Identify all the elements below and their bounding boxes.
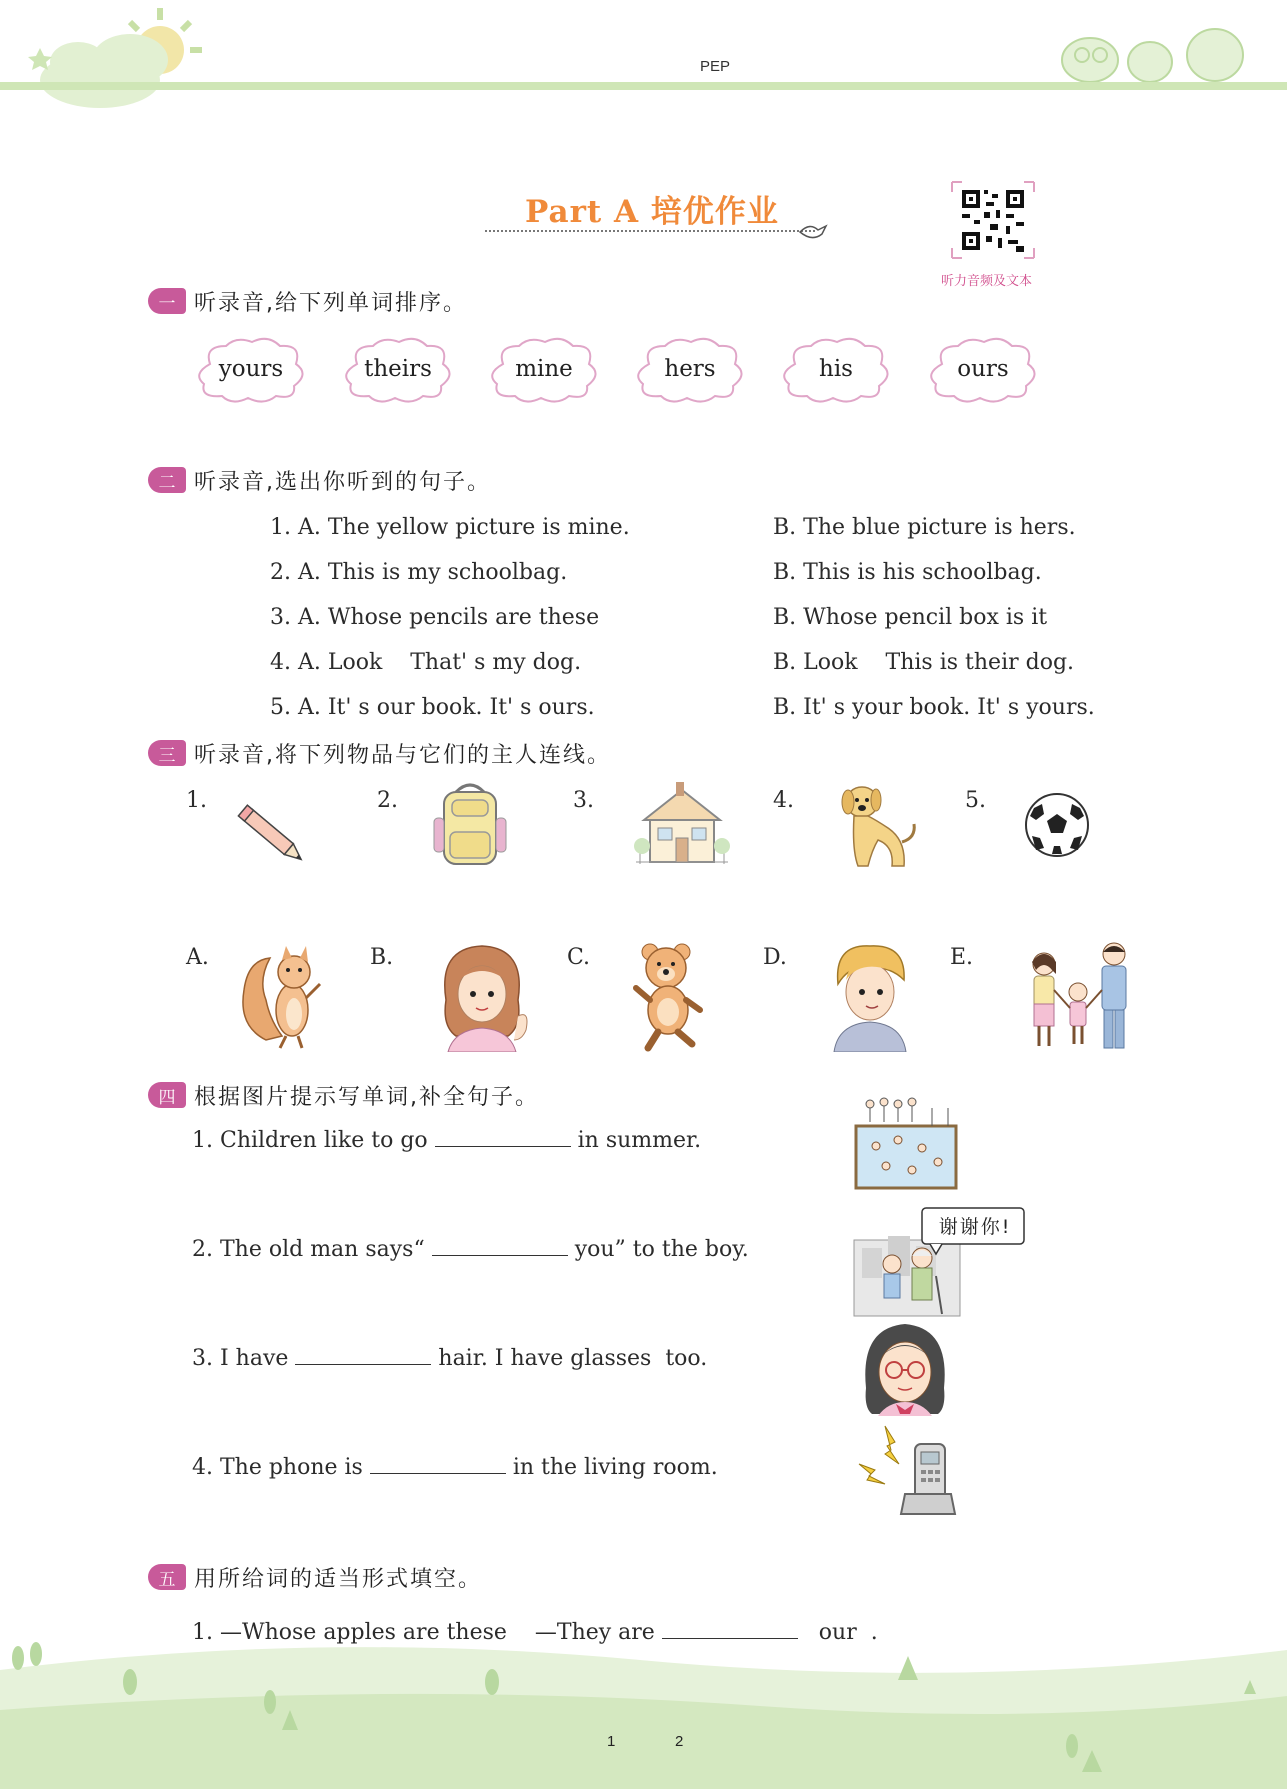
header-rule: [0, 82, 1287, 90]
word-label: his: [819, 356, 853, 382]
section3-instruction: 听录音,将下列物品与它们的主人连线。: [194, 742, 611, 768]
fill-sentence: [192, 1455, 718, 1480]
section2-instruction: 听录音,选出你听到的句子。: [194, 469, 491, 495]
bear-icon[interactable]: [630, 940, 710, 1055]
item-number: 2.: [377, 788, 398, 813]
qr-caption: 听力音频及文本: [941, 274, 1033, 289]
qr-code-icon[interactable]: [950, 180, 1036, 260]
section5-instruction: 用所给词的适当形式填空。: [194, 1566, 483, 1592]
word-label: mine: [515, 356, 573, 382]
item-number: 5.: [965, 788, 986, 813]
sentence-end: in the living room.: [505, 1455, 718, 1480]
sentence-start: 3. I have: [192, 1346, 296, 1371]
section4-heading: [148, 1080, 539, 1110]
section5-badge: 五: [148, 1564, 186, 1590]
word-label: yours: [218, 356, 284, 382]
page-title: Part A 培优作业: [525, 194, 779, 230]
owner-letter: D.: [763, 945, 787, 970]
section4-badge: 四: [148, 1082, 186, 1108]
cloud-icon: [40, 34, 168, 108]
boy-icon[interactable]: [830, 940, 910, 1052]
answer-blank[interactable]: [370, 1455, 506, 1474]
option-b[interactable]: B. The blue picture is hers.: [773, 515, 1076, 540]
schoolbag-icon[interactable]: [430, 778, 510, 873]
word-cloud: [629, 334, 751, 404]
header-label: PEP: [700, 58, 731, 75]
section1-instruction: 听录音,给下列单词排序。: [194, 290, 467, 316]
page-number-left: 1: [607, 1733, 616, 1750]
house-icon[interactable]: [632, 780, 732, 870]
sentence-start: 4. The phone is: [192, 1455, 370, 1480]
sentence-start: 1. Children like to go: [192, 1128, 435, 1153]
speech-bubble-text: 谢谢你!: [938, 1215, 1012, 1238]
answer-blank[interactable]: [295, 1346, 431, 1365]
item-number: 1.: [186, 788, 207, 813]
section1-badge: 一: [148, 288, 186, 314]
dog-icon[interactable]: [832, 780, 922, 875]
girl-with-glasses-icon: [858, 1318, 952, 1416]
ringing-phone-icon: [855, 1424, 961, 1520]
section5-heading: [148, 1562, 482, 1592]
owner-letter: E.: [950, 945, 974, 970]
option-b[interactable]: B. Look This is their dog.: [773, 650, 1075, 675]
title-underline: [485, 230, 815, 232]
family-icon[interactable]: [1022, 940, 1137, 1052]
header-decoration: [0, 0, 1287, 120]
sentence-start: 1. —Whose apples are these —They are: [192, 1620, 662, 1645]
section2-heading: [148, 465, 491, 495]
answer-blank[interactable]: [435, 1128, 571, 1147]
item-number: 3.: [573, 788, 594, 813]
option-b[interactable]: B. Whose pencil box is it: [773, 605, 1048, 630]
girl-icon[interactable]: [434, 940, 530, 1052]
animal-heads-icon: [1062, 29, 1243, 82]
section4-instruction: 根据图片提示写单词,补全句子。: [194, 1084, 539, 1110]
pencil-icon[interactable]: [232, 798, 312, 873]
option-b[interactable]: B. It' s your book. It' s yours.: [773, 695, 1095, 720]
option-a[interactable]: 5. A. It' s our book. It' s ours.: [270, 695, 595, 720]
fill-sentence: [192, 1237, 749, 1262]
football-icon[interactable]: [1022, 790, 1092, 860]
section1-heading: [148, 286, 467, 316]
bird-icon: [798, 220, 828, 242]
page-number-right: 2: [675, 1733, 684, 1750]
sentence-end: you” to the boy.: [567, 1237, 749, 1262]
option-a[interactable]: 3. A. Whose pencils are these: [270, 605, 600, 630]
owner-letter: C.: [567, 945, 591, 970]
word-cloud: [483, 334, 605, 404]
word-label: ours: [957, 356, 1009, 382]
footer-landscape: [0, 1610, 1287, 1789]
answer-blank[interactable]: [432, 1237, 568, 1256]
sentence-end: hair. I have glasses too.: [431, 1346, 708, 1371]
option-a[interactable]: 1. A. The yellow picture is mine.: [270, 515, 630, 540]
option-a[interactable]: 2. A. This is my schoolbag.: [270, 560, 568, 585]
squirrel-icon[interactable]: [236, 940, 326, 1052]
word-cloud: [922, 334, 1044, 404]
word-cloud: [337, 334, 459, 404]
item-number: 4.: [773, 788, 794, 813]
fill-sentence: [192, 1346, 707, 1371]
sentence-end: our .: [797, 1620, 878, 1645]
section3-heading: [148, 738, 611, 768]
word-label: hers: [664, 356, 716, 382]
word-label: theirs: [364, 356, 432, 382]
word-cloud: [190, 334, 312, 404]
option-b[interactable]: B. This is his schoolbag.: [773, 560, 1042, 585]
swimming-pool-icon: [852, 1096, 960, 1192]
fill-sentence: [192, 1128, 701, 1153]
word-cloud: [775, 334, 897, 404]
sentence-start: 2. The old man says“: [192, 1237, 432, 1262]
owner-letter: A.: [186, 945, 209, 970]
section3-badge: 三: [148, 740, 186, 766]
owner-letter: B.: [370, 945, 394, 970]
option-a[interactable]: 4. A. Look That' s my dog.: [270, 650, 582, 675]
sentence-end: in summer.: [570, 1128, 702, 1153]
section2-badge: 二: [148, 467, 186, 493]
